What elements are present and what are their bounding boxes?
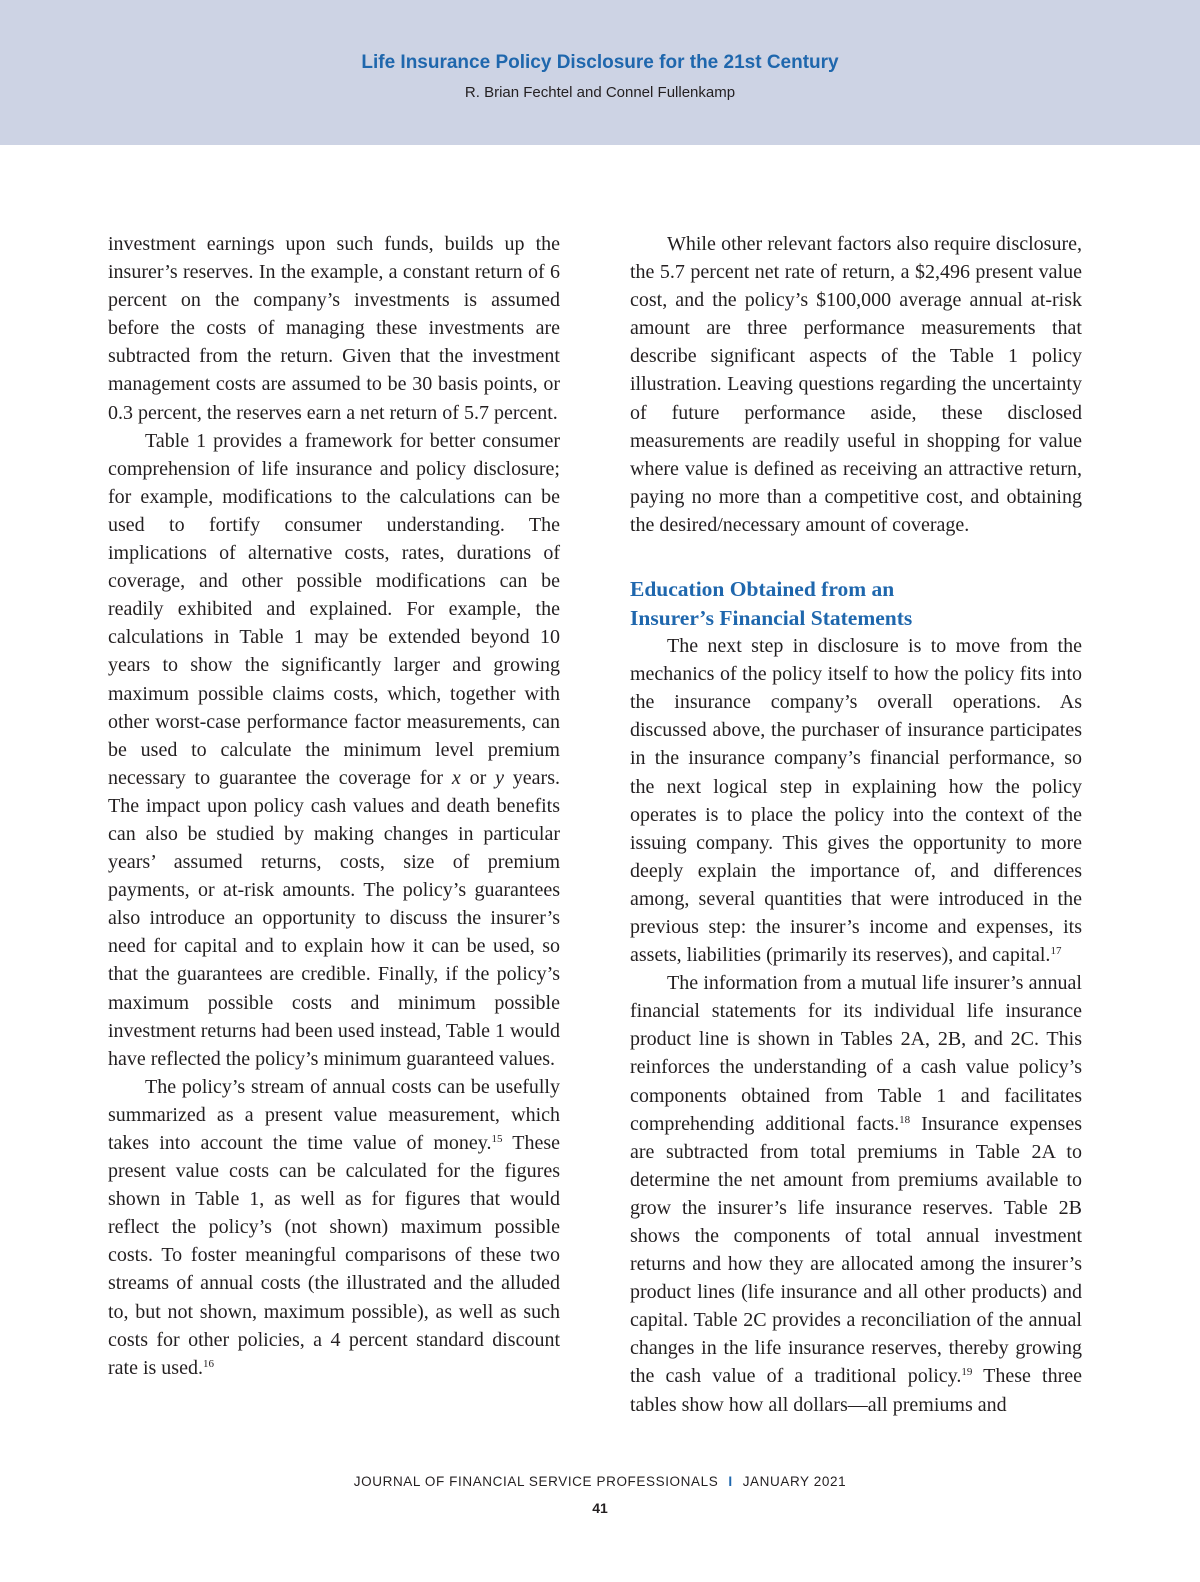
running-header: [0, 0, 1200, 145]
left-paragraph-2-text-b: years. The impact upon policy cash values and death benefits can also be studied by making changes in particular years’ assumed returns, costs, size of premium payments, or at-risk amounts. The policy’s guarantees also introduce an opportunity to discuss the insurer’s need for capital and to explain how it can be used, so that the guarantees are credible. Finally, if the policy’s maximum possible costs and minimum possible investment returns had been used instead, Table 1 would have reflected the policy’s minimum guaranteed values.: [108, 766, 561, 1070]
footnote-ref-19: 19: [961, 1366, 973, 1379]
right-paragraph-3: [630, 969, 1082, 1419]
footnote-ref-15: 15: [491, 1133, 503, 1145]
left-paragraph-2: [108, 427, 560, 1073]
right-column: [630, 230, 1082, 1419]
header-title: Life Insurance Policy Disclosure for the 21st Century: [361, 52, 839, 73]
right-paragraph-2-text: The next step in disclosure is to move from the mechanics of the policy itself to how the policy fits into the insurance company’s overall operations. As discussed above, the purchaser of insurance participates in the insurance company’s financial performance, so the next logical step in explaining how the policy operates is to place the policy into the context of the issuing company. This gives the opportunity to more deeply explain the importance of, and differences among, several quantities that were introduced in the previous step: the insurer’s income and expenses, its assets, liabilities (primarily its reserves), and capital.: [630, 635, 1082, 967]
section-heading-line-2: Insurer’s Financial Statements: [630, 605, 913, 630]
page-number: 41: [592, 1500, 608, 1516]
left-paragraph-2-or: or: [460, 766, 496, 789]
left-paragraph-3-text-b: These present value costs can be calculated for the figures shown in Table 1, as well as for figures that would reflect the policy’s (not shown) maximum possible costs. To foster meaningful comparisons of these two streams of annual costs (the illustrated and the alluded to, but not shown, maximum possible), as well as such costs for other policies, a 4 percent standard discount rate is used.: [108, 1132, 560, 1379]
right-paragraph-3-text-c: These three tables show how all dollars—all premiums and: [630, 1365, 1082, 1416]
section-heading: [630, 575, 1082, 632]
footnote-ref-16: 16: [202, 1357, 214, 1370]
footnote-ref-18: 18: [899, 1113, 911, 1126]
right-paragraph-2: [630, 632, 1082, 969]
footer-journal: JOURNAL OF FINANCIAL SERVICE PROFESSIONALS: [353, 1474, 719, 1489]
footer-date: JANUARY 2021: [742, 1474, 847, 1489]
left-paragraph-3: [108, 1073, 560, 1382]
right-paragraph-1: While other relevant factors also require disclosure, the 5.7 percent net rate of return, a $2,496 present value cost, and the policy’s $100,000 average annual at-risk amount are three performance measurements that describe significant aspects of the Table 1 policy illustration. Leaving questions regarding the uncertainty of future performance aside, these disclosed measurements are readily useful in shopping for value where value is defined as receiving an attractive return, paying no more than a competitive cost, and obtaining the desired/necessary amount of coverage.: [630, 233, 1082, 536]
variable-x: x: [451, 766, 461, 789]
header-authors: R. Brian Fechtel and Connel Fullenkamp: [464, 84, 736, 101]
left-paragraph-3-text-a: The policy’s stream of annual costs can be usefully summarized as a present value measurement, which takes into account the time value of money.: [108, 1075, 560, 1154]
variable-y: y: [495, 766, 504, 789]
left-paragraph-1: investment earnings upon such funds, builds up the insurer’s reserves. In the example, a constant return of 6 percent on the company’s investments is assumed before the costs of managing these investments are subtracted from the return. Given that the investment management costs are assumed to be 30 basis points, or 0.3 percent, the reserves earn a net return of 5.7 percent.: [108, 233, 560, 424]
footer-separator: I: [728, 1474, 733, 1489]
right-paragraph-3-text-b: Insurance expenses are subtracted from total premiums in Table 2A to determine the net amount from premiums available to grow the insurer’s life insurance reserves. Table 2B shows the components of total annual investment returns and how they are allocated among the insurer’s product lines (life insurance and all other products) and capital. Table 2C provides a reconciliation of the annual changes in the life insurance reserves, thereby growing the cash value of a traditional policy.: [630, 1112, 1083, 1388]
left-paragraph-2-text-a: Table 1 provides a framework for better consumer comprehension of life insurance and policy disclosure; for example, modifications to the calculations can be used to fortify consumer understanding. The implications of alternative costs, rates, durations of coverage, and other possible modifications can be readily exhibited and explained. For example, the calculations in Table 1 may be extended beyond 10 years to show the significantly larger and growing maximum possible claims costs, which, together with other worst-case performance factor measurements, can be used to calculate the minimum level premium necessary to guarantee the coverage for: [108, 429, 560, 789]
footnote-ref-17: 17: [1050, 945, 1062, 958]
left-column: [108, 230, 560, 1382]
section-heading-line-1: Education Obtained from an: [630, 577, 895, 602]
right-paragraph-3-text-a: The information from a mutual life insurer’s annual financial statements for its individual life insurance product line is shown in Tables 2A, 2B, and 2C. This reinforces the understanding of a cash value policy’s components obtained from Table 1 and facilitates comprehending additional facts.: [630, 972, 1082, 1135]
running-footer: [0, 1474, 1200, 1489]
